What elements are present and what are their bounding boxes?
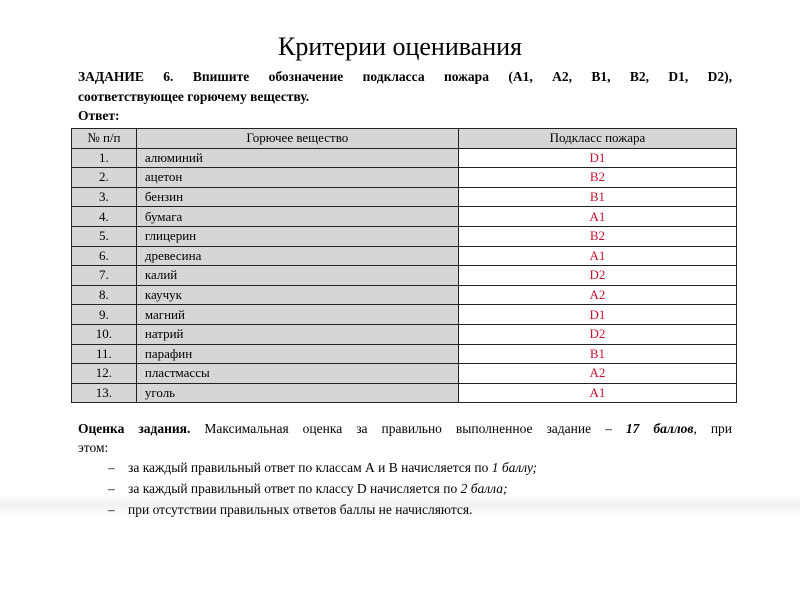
- row-number: 6.: [72, 246, 137, 266]
- scoring-bullet: [108, 499, 537, 520]
- table-row: [72, 324, 737, 344]
- substance-cell: бумага: [136, 207, 458, 227]
- substance-cell: магний: [136, 305, 458, 325]
- scoring-bullet: [108, 478, 537, 499]
- scoring-text-after: , при: [693, 421, 733, 436]
- substance-cell: бензин: [136, 187, 458, 207]
- scoring-text-before: Максимальная оценка за правильно выполненное задание –: [204, 421, 612, 436]
- fire-class-cell: D2: [458, 266, 736, 286]
- row-number: 3.: [72, 187, 137, 207]
- substance-cell: алюминий: [136, 148, 458, 168]
- fire-class-cell: A1: [458, 383, 736, 403]
- header-number: № п/п: [72, 129, 137, 149]
- table-row: [72, 148, 737, 168]
- table-header-row: [72, 129, 737, 149]
- fire-class-cell: B1: [458, 187, 736, 207]
- row-number: 13.: [72, 383, 137, 403]
- fire-class-cell: D2: [458, 324, 736, 344]
- fire-class-cell: A1: [458, 246, 736, 266]
- table-row: [72, 187, 737, 207]
- row-number: 5.: [72, 226, 137, 246]
- table-row: [72, 226, 737, 246]
- substance-cell: калий: [136, 266, 458, 286]
- table-row: [72, 246, 737, 266]
- substance-cell: древесина: [136, 246, 458, 266]
- fire-class-cell: A2: [458, 364, 736, 384]
- fire-class-cell: A1: [458, 207, 736, 227]
- bullet-dash: –: [108, 460, 115, 475]
- substance-cell: натрий: [136, 324, 458, 344]
- table-row: [72, 364, 737, 384]
- table-row: [72, 305, 737, 325]
- bullet-text: за каждый правильный ответ по классам А и В начисляется по: [128, 460, 489, 475]
- fire-class-cell: B2: [458, 226, 736, 246]
- scoring-text: [78, 419, 732, 457]
- fire-class-cell: B2: [458, 168, 736, 188]
- scoring-label: Оценка задания.: [78, 421, 191, 436]
- row-number: 1.: [72, 148, 137, 168]
- scoring-line-2: этом:: [78, 440, 109, 455]
- bullet-dash: –: [108, 481, 115, 496]
- fire-class-cell: A2: [458, 285, 736, 305]
- row-number: 11.: [72, 344, 137, 364]
- row-number: 4.: [72, 207, 137, 227]
- task-statement: [78, 67, 732, 107]
- fire-class-cell: B1: [458, 344, 736, 364]
- task-label: ЗАДАНИЕ 6.: [78, 69, 174, 84]
- table-body: [72, 148, 737, 403]
- bullet-points: 2 балла;: [460, 481, 508, 496]
- substance-cell: пластмассы: [136, 364, 458, 384]
- table-row: [72, 285, 737, 305]
- bullet-points: 1 баллу;: [491, 460, 537, 475]
- header-fire-class: Подкласс пожара: [458, 129, 736, 149]
- table-row: [72, 344, 737, 364]
- row-number: 2.: [72, 168, 137, 188]
- substance-cell: каучук: [136, 285, 458, 305]
- fire-class-cell: D1: [458, 305, 736, 325]
- scoring-max-points: 17 баллов: [625, 421, 694, 436]
- scoring-line-1: [78, 419, 732, 438]
- substance-cell: парафин: [136, 344, 458, 364]
- slide-title: Критерии оценивания: [277, 32, 523, 61]
- table-row: [72, 207, 737, 227]
- substance-cell: ацетон: [136, 168, 458, 188]
- row-number: 8.: [72, 285, 137, 305]
- bullet-text: при отсутствии правильных ответов баллы не начисляются.: [128, 502, 473, 517]
- table-row: [72, 383, 737, 403]
- scoring-bullets: [108, 457, 537, 520]
- substance-cell: глицерин: [136, 226, 458, 246]
- fire-class-cell: D1: [458, 148, 736, 168]
- scoring-bullet: [108, 457, 537, 478]
- task-line-1: [78, 67, 732, 87]
- header-substance: Горючее вещество: [136, 129, 458, 149]
- row-number: 10.: [72, 324, 137, 344]
- bullet-dash: –: [108, 502, 115, 517]
- substance-cell: уголь: [136, 383, 458, 403]
- answer-table: [71, 128, 737, 403]
- answer-label: Ответ:: [78, 108, 120, 123]
- task-text-1: Впишите обозначение подкласса пожара (А1, А2, В1, В2, D1, D2),: [192, 69, 732, 84]
- table-row: [72, 266, 737, 286]
- row-number: 7.: [72, 266, 137, 286]
- row-number: 12.: [72, 364, 137, 384]
- table-row: [72, 168, 737, 188]
- task-text-2: соответствующее горючему веществу.: [78, 89, 310, 104]
- bullet-text: за каждый правильный ответ по классу D начисляется по: [128, 481, 458, 496]
- row-number: 9.: [72, 305, 137, 325]
